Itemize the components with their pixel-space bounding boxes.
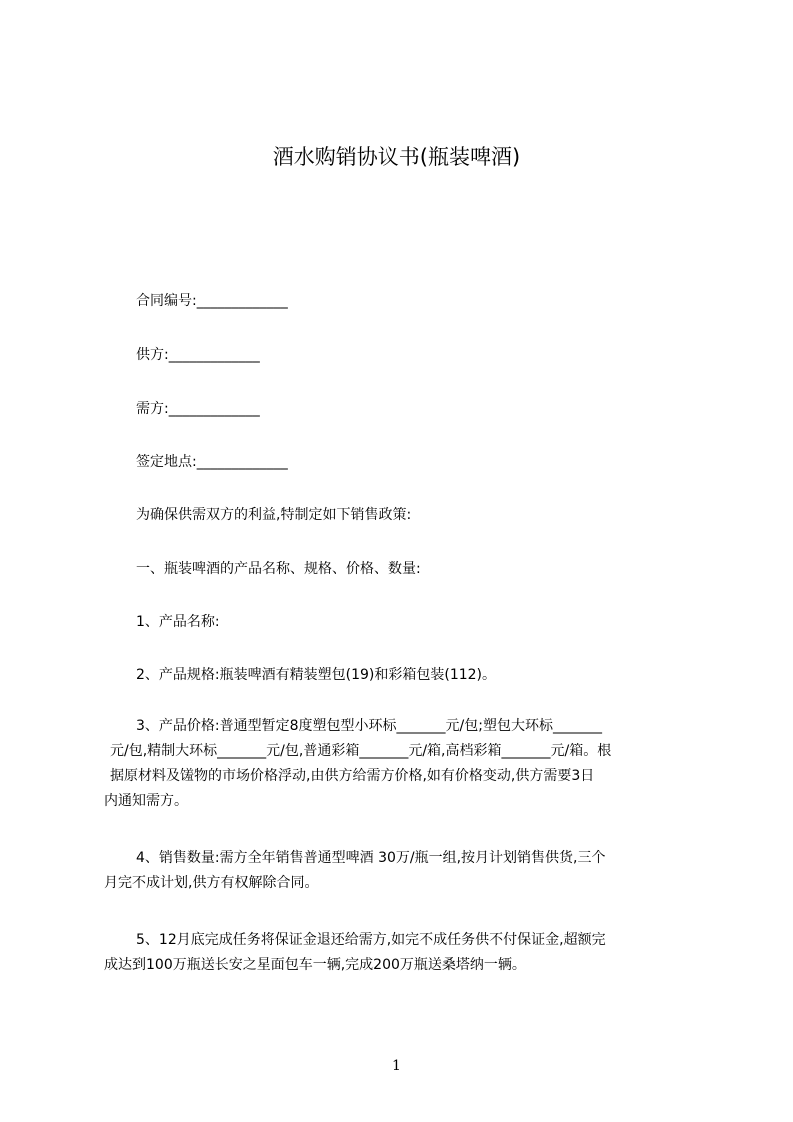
item-2-product-spec: 2、产品规格:瓶装啤酒有精装塑包(19)和彩箱包装(112)。 (136, 667, 497, 683)
item-5-deposit-terms (104, 928, 704, 978)
item-3-line: 元/包,精制大环标_______元/包,普通彩箱_______元/箱,高档彩箱_______元/箱。根 (110, 743, 612, 759)
item-4-sales-quantity (104, 846, 704, 896)
contract-number-field: 合同编号:_____________ (136, 293, 288, 309)
document-title: 酒水购销协议书(瓶装啤酒) (272, 145, 521, 169)
item-3-line: 据原材料及馐物的市场价格浮动,由供方给需方价格,如有价格变动,供方需要3日 (110, 768, 595, 784)
item-3-line: 内通知需方。 (104, 793, 188, 809)
item-3-line: 3、产品价格:普通型暂定8度塑包型小环标_______元/包;塑包大环标_______ (136, 718, 602, 734)
item-1-product-name: 1、产品名称: (136, 614, 220, 630)
supplier-field: 供方:_____________ (136, 347, 260, 363)
item-3-product-price (104, 714, 704, 814)
section-1-heading: 一、瓶装啤酒的产品名称、规格、价格、数量: (136, 561, 421, 577)
item-4-line: 4、销售数量:需方全年销售普通型啤酒 30万/瓶一组,按月计划销售供货,三个 (136, 850, 606, 866)
intro-text: 为确保供需双方的利益,特制定如下销售政策: (136, 507, 412, 523)
signing-location-field: 签定地点:_____________ (136, 454, 288, 470)
item-4-line: 月完不成计划,供方有权解除合同。 (104, 875, 319, 891)
buyer-field: 需方:_____________ (136, 401, 260, 417)
item-5-line: 5、12月底完成任务将保证金退还给需方,如完不成任务供不付保证金,超额完 (136, 932, 606, 948)
item-5-line: 成达到100万瓶送长安之星面包车一辆,完成200万瓶送桑塔纳一辆。 (104, 957, 526, 973)
page-number: 1 (392, 1058, 401, 1074)
